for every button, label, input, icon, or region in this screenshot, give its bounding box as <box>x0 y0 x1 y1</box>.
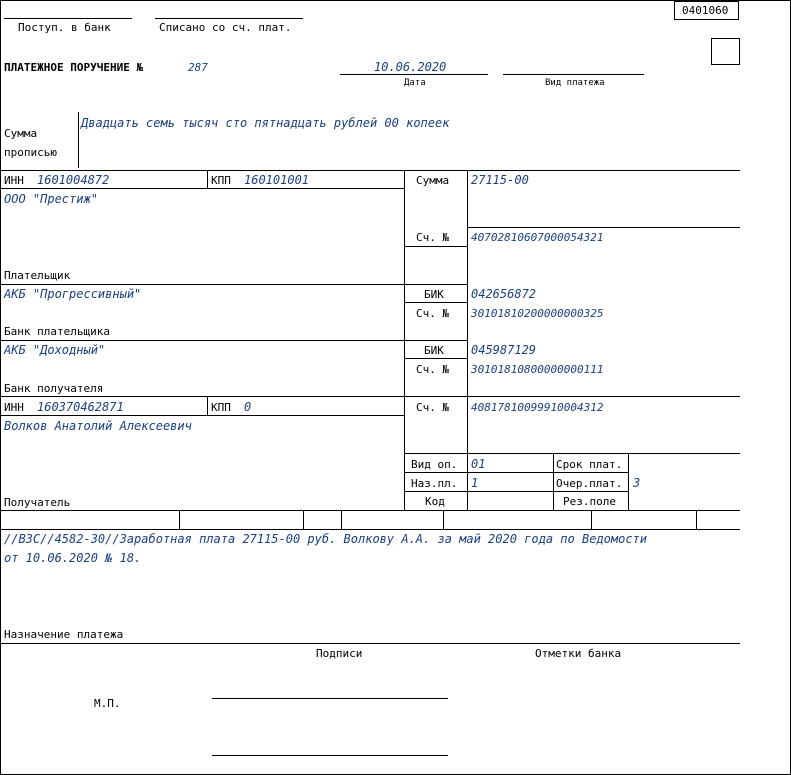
recipient-account-label: Сч. № <box>416 401 450 414</box>
received-in-bank-label: Поступ. в банк <box>18 21 111 34</box>
purpose-code-label: Наз.пл. <box>411 477 458 490</box>
pay-term-label: Срок плат. <box>556 458 623 471</box>
op-type-label: Вид оп. <box>411 458 458 471</box>
signature-line-1 <box>212 698 448 699</box>
payment-purpose-line-2: от 10.06.2020 № 18. <box>4 551 142 565</box>
priority-value: 3 <box>633 476 641 490</box>
code-label: Код <box>425 495 445 508</box>
date-label: Дата <box>404 78 426 88</box>
reserve-field-label: Рез.поле <box>563 495 616 508</box>
recipient-inn-label: ИНН <box>4 401 24 414</box>
form-code: 0401060 <box>682 4 729 17</box>
amount-words-label: Сумма <box>4 127 38 140</box>
recipient-bank-name: АКБ "Доходный" <box>4 343 106 357</box>
bank-marks-label: Отметки банка <box>535 647 622 660</box>
priority-label: Очер.плат. <box>556 477 623 490</box>
payer-name: ООО "Престиж" <box>4 192 98 206</box>
document-number: 287 <box>188 61 208 74</box>
document-date: 10.06.2020 <box>374 60 447 74</box>
payment-status-box <box>711 38 740 65</box>
signature-line-2 <box>212 755 448 756</box>
payer-bank-account: 30101810200000000325 <box>471 307 604 320</box>
amount-words-label-2: прописью <box>4 146 57 159</box>
recipient-bank-account: 30101810800000000111 <box>471 363 604 376</box>
sum-value: 27115-00 <box>471 173 529 187</box>
amount-in-words: Двадцать семь тысяч сто пятнадцать рублей 00 копеек <box>81 116 450 130</box>
payment-purpose-line-1: //ВЗС//4582-30//Заработная плата 27115-00 руб. Волкову А.А. за май 2020 года по Ведомости <box>4 532 647 546</box>
recipient-name: Волков Анатолий Алексеевич <box>4 419 192 433</box>
payer-bank-bik-label: БИК <box>424 288 444 301</box>
payer-inn-label: ИНН <box>4 174 24 187</box>
payer-kpp-label: КПП <box>211 174 231 187</box>
payer-account: 40702810607000054321 <box>471 231 604 244</box>
payer-bank-account-label: Сч. № <box>416 307 450 320</box>
recipient-bank-role-label: Банк получателя <box>4 382 104 395</box>
payment-purpose-label: Назначение платежа <box>4 628 124 641</box>
payer-bank-role-label: Банк плательщика <box>4 325 110 338</box>
recipient-kpp-label: КПП <box>211 401 231 414</box>
recipient-inn: 160370462871 <box>37 400 124 414</box>
debited-label: Списано со сч. плат. <box>159 21 292 34</box>
payer-bank-bik: 042656872 <box>471 287 537 301</box>
sum-label: Сумма <box>416 174 450 187</box>
recipient-bank-bik: 045987129 <box>471 343 537 357</box>
purpose-code-value: 1 <box>471 476 479 490</box>
payer-kpp: 160101001 <box>244 173 310 187</box>
document-title: ПЛАТЕЖНОЕ ПОРУЧЕНИЕ № <box>4 61 144 74</box>
recipient-role-label: Получатель <box>4 496 71 509</box>
recipient-kpp: 0 <box>244 400 252 414</box>
payer-bank-name: АКБ "Прогрессивный" <box>4 287 142 301</box>
payer-inn: 1601004872 <box>37 173 110 187</box>
signatures-label: Подписи <box>316 647 363 660</box>
payment-type-label: Вид платежа <box>545 78 605 88</box>
stamp-label: М.П. <box>94 697 121 710</box>
recipient-account: 40817810099910004312 <box>471 401 604 414</box>
payer-account-label: Сч. № <box>416 231 450 244</box>
op-type-value: 01 <box>471 457 486 471</box>
recipient-bank-bik-label: БИК <box>424 344 444 357</box>
payer-role-label: Плательщик <box>4 269 71 282</box>
recipient-bank-account-label: Сч. № <box>416 363 450 376</box>
